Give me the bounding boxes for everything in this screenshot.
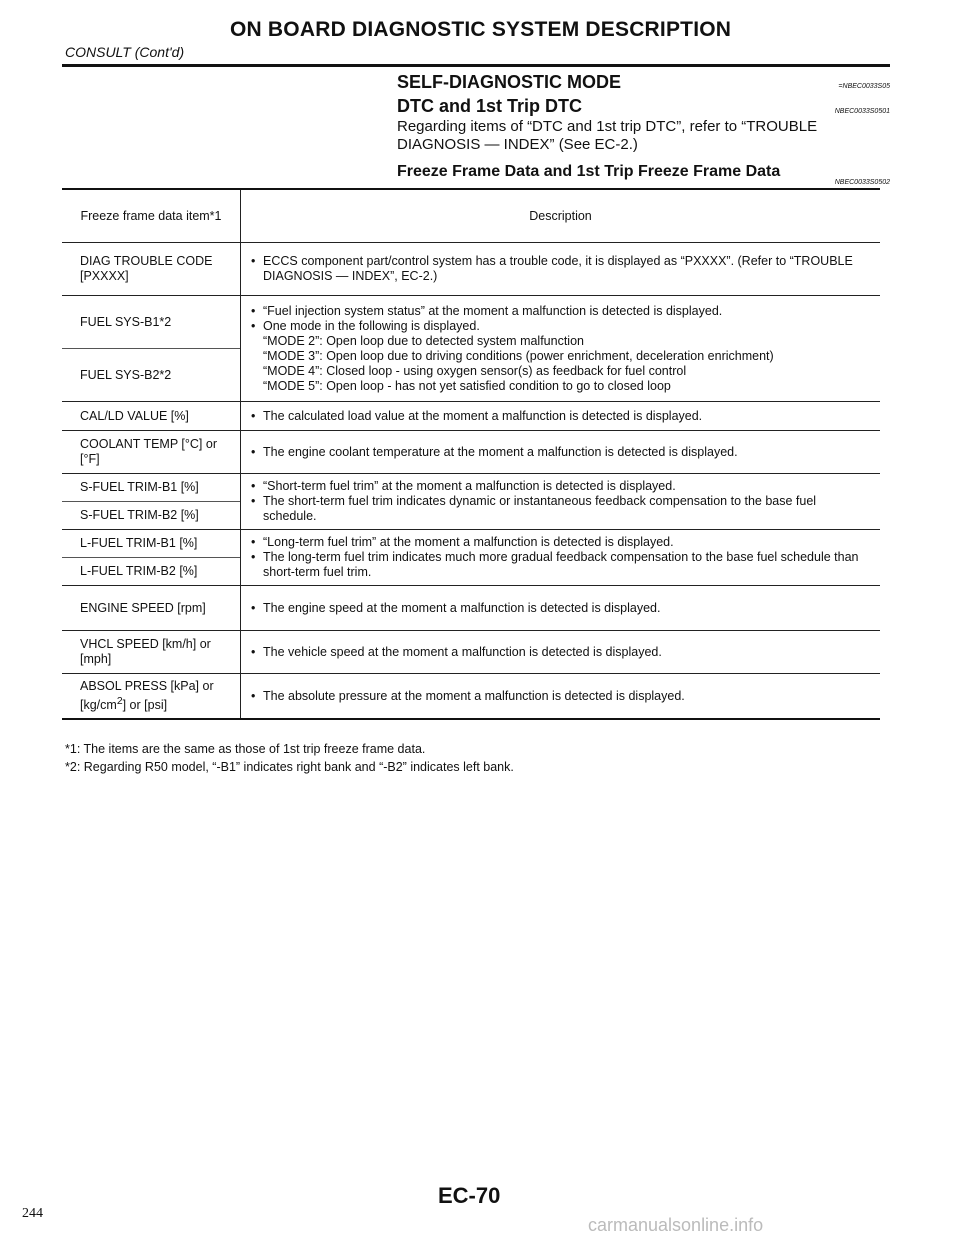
bullet-text: • The engine speed at the moment a malfunction is detected is displayed. bbox=[251, 601, 870, 616]
mode-line: “MODE 4”: Closed loop - using oxygen sensor(s) as feedback for fuel control bbox=[263, 363, 687, 378]
self-diagnostic-mode-heading: SELF-DIAGNOSTIC MODE bbox=[397, 72, 621, 92]
row-description bbox=[241, 474, 881, 530]
table-row bbox=[62, 631, 880, 674]
row-description bbox=[241, 243, 881, 296]
section-label: CONSULT (Cont'd) bbox=[65, 44, 185, 60]
row-description bbox=[241, 431, 881, 474]
row-description bbox=[241, 631, 881, 674]
bullet-text: • The calculated load value at the moment a malfunction is detected is displayed. bbox=[251, 409, 870, 424]
page-number: 244 bbox=[22, 1206, 43, 1221]
table-row bbox=[62, 296, 880, 349]
watermark: carmanualsonline.info bbox=[588, 1215, 764, 1235]
column-header-item: Freeze frame data item*1 bbox=[62, 189, 241, 243]
table-row bbox=[62, 586, 880, 631]
table-row bbox=[62, 530, 880, 558]
row-description bbox=[241, 530, 881, 586]
bullet-text: • “Fuel injection system status” at the moment a malfunction is detected is displayed. bbox=[251, 304, 870, 319]
dtc-code: NBEC0033S0501 bbox=[834, 108, 890, 115]
mode-line: “MODE 3”: Open loop due to driving conditions (power enrichment, deceleration enrichment) bbox=[263, 348, 774, 363]
page-title: ON BOARD DIAGNOSTIC SYSTEM DESCRIPTION bbox=[230, 18, 732, 41]
column-header-description: Description bbox=[241, 189, 881, 243]
bullet-text: • “Short-term fuel trim” at the moment a malfunction is detected is displayed. bbox=[251, 479, 870, 494]
freeze-frame-code: NBEC0033S0502 bbox=[834, 179, 890, 186]
row-item bbox=[62, 674, 241, 720]
bullet-text: • The short-term fuel trim indicates dynamic or instantaneous feedback compensation to the base fuel schedule. bbox=[251, 494, 870, 524]
table-row bbox=[62, 474, 880, 502]
row-description bbox=[241, 296, 881, 402]
bullet-text: • The vehicle speed at the moment a malfunction is detected is displayed. bbox=[251, 645, 870, 660]
item-text: ABSOL PRESS [kPa] or [kg/cm bbox=[80, 679, 214, 713]
table-row bbox=[62, 402, 880, 431]
row-description bbox=[241, 674, 881, 720]
freeze-frame-table bbox=[62, 188, 880, 720]
dtc-description: Regarding items of “DTC and 1st trip DTC”, refer to “TROUBLE DIAGNOSIS — INDEX” (See EC-2.) bbox=[397, 118, 818, 153]
table-row bbox=[62, 674, 880, 720]
dtc-heading: DTC and 1st Trip DTC bbox=[397, 96, 583, 116]
row-item: CAL/LD VALUE [%] bbox=[62, 402, 241, 431]
header-rule bbox=[62, 64, 890, 67]
row-item: S-FUEL TRIM-B1 [%] bbox=[62, 474, 241, 502]
table-row bbox=[62, 431, 880, 474]
footnote-1: *1: The items are the same as those of 1st trip freeze frame data. bbox=[65, 742, 426, 756]
row-item: VHCL SPEED [km/h] or [mph] bbox=[62, 631, 241, 674]
mode-line: “MODE 5”: Open loop - has not yet satisfied condition to go to closed loop bbox=[263, 378, 671, 393]
item-superscript: 2 bbox=[116, 696, 123, 707]
row-item: S-FUEL TRIM-B2 [%] bbox=[62, 502, 241, 530]
row-item: ENGINE SPEED [rpm] bbox=[62, 586, 241, 631]
table-header-row bbox=[62, 189, 880, 243]
mode-line: “MODE 2”: Open loop due to detected system malfunction bbox=[263, 333, 584, 348]
freeze-frame-heading: Freeze Frame Data and 1st Trip Freeze Frame Data bbox=[397, 163, 781, 180]
page-id: EC-70 bbox=[438, 1183, 501, 1208]
row-item: COOLANT TEMP [°C] or [°F] bbox=[62, 431, 241, 474]
bullet-text: • The long-term fuel trim indicates much more gradual feedback compensation to the base fuel schedule than short-term fuel trim. bbox=[251, 550, 870, 580]
footnote-2: *2: Regarding R50 model, “-B1” indicates right bank and “-B2” indicates left bank. bbox=[65, 760, 514, 774]
bullet-text: • The engine coolant temperature at the moment a malfunction is detected is displayed. bbox=[251, 445, 870, 460]
row-description bbox=[241, 586, 881, 631]
item-text: ] or [psi] bbox=[122, 698, 168, 713]
table-row bbox=[62, 243, 880, 296]
row-item: DIAG TROUBLE CODE [PXXXX] bbox=[62, 243, 241, 296]
row-description bbox=[241, 402, 881, 431]
row-item: FUEL SYS-B2*2 bbox=[62, 349, 241, 402]
bullet-text: • One mode in the following is displayed. bbox=[251, 319, 870, 334]
row-item: L-FUEL TRIM-B1 [%] bbox=[62, 530, 241, 558]
row-item: FUEL SYS-B1*2 bbox=[62, 296, 241, 349]
self-diagnostic-mode-code: =NBEC0033S05 bbox=[838, 83, 890, 90]
row-item: L-FUEL TRIM-B2 [%] bbox=[62, 558, 241, 586]
bullet-text: • ECCS component part/control system has a trouble code, it is displayed as “PXXXX”. (Refer to “TROUBLE DIAGNOSIS — INDEX”, EC-2.) bbox=[251, 254, 870, 284]
bullet-text: • The absolute pressure at the moment a malfunction is detected is displayed. bbox=[251, 689, 870, 704]
bullet-text: • “Long-term fuel trim” at the moment a malfunction is detected is displayed. bbox=[251, 535, 870, 550]
